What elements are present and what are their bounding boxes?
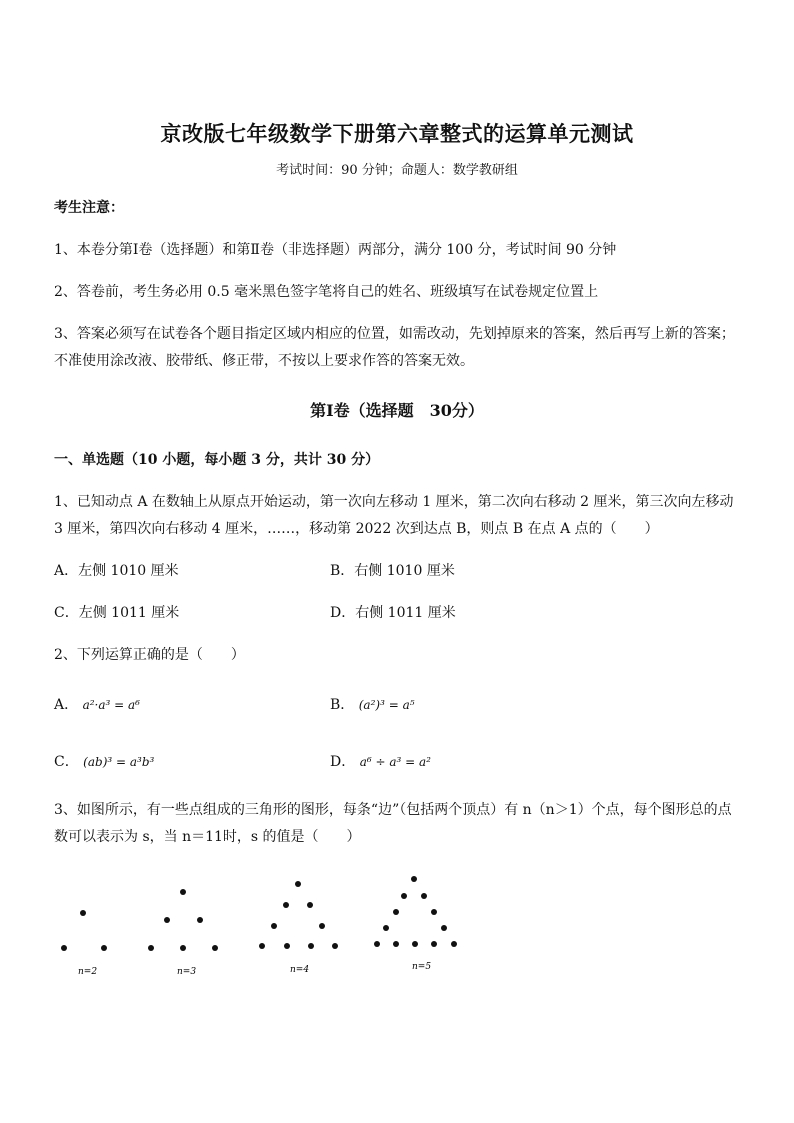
- option-letter: B．: [330, 697, 355, 713]
- dot: [451, 941, 457, 947]
- question-1-option-c[interactable]: C．左侧 1011 厘米: [54, 605, 180, 621]
- formula-a: a²·a³ = a⁶: [82, 698, 140, 712]
- question-2-stem: 2、下列运算正确的是（ ）: [54, 647, 245, 663]
- triangle-n3: [148, 889, 218, 977]
- dot: [259, 943, 265, 949]
- option-letter: C．: [54, 754, 79, 770]
- option-letter: D．: [330, 754, 356, 770]
- formula-c: (ab)³ = a³b³: [83, 755, 155, 769]
- dot: [431, 909, 437, 915]
- dot: [383, 925, 389, 931]
- dot: [283, 902, 289, 908]
- notice-item-3: 3、答案必须写在试卷各个题目指定区域内相应的位置，如需改动，先划掉原来的答案，然后再写上新的答案；不准使用涂改液、胶带纸、修正带，不按以上要求作答的答案无效。: [54, 326, 735, 369]
- triangle-dots-figure: [50, 866, 470, 986]
- dot: [319, 923, 325, 929]
- option-letter: A．: [54, 697, 79, 713]
- question-3-stem: 3、如图所示，有一些点组成的三角形的图形，每条“边”（包括两个顶点）有 n（n＞1）个点，每个图形总的点数可以表示为 s，当 n＝11时，s 的值是（ ）: [54, 802, 732, 845]
- part-heading: 一、单选题（10 小题，每小题 3 分，共计 30 分）: [54, 452, 380, 468]
- notice-item-1: 1、本卷分第Ⅰ卷（选择题）和第Ⅱ卷（非选择题）两部分，满分 100 分，考试时间 90 分钟: [54, 242, 617, 258]
- dot: [271, 923, 277, 929]
- dot: [212, 945, 218, 951]
- question-2-option-b[interactable]: [330, 695, 415, 715]
- question-2-option-d[interactable]: [330, 752, 431, 772]
- dot: [180, 945, 186, 951]
- question-2-option-c[interactable]: [54, 752, 154, 772]
- figure-label-n4: n=4: [290, 965, 310, 975]
- triangle-n2: [61, 910, 107, 977]
- formula-b: (a²)³ = a⁵: [358, 698, 415, 712]
- dot: [197, 917, 203, 923]
- dot: [101, 945, 107, 951]
- dot: [411, 876, 417, 882]
- figure-label-n3: n=3: [177, 967, 197, 977]
- notice-heading: 考生注意：: [54, 200, 124, 216]
- dot: [80, 910, 86, 916]
- page-subtitle: 考试时间：90 分钟；命题人：数学教研组: [276, 163, 518, 178]
- dot: [148, 945, 154, 951]
- figure-label-n2: n=2: [78, 967, 98, 977]
- dot: [393, 909, 399, 915]
- dot: [374, 941, 380, 947]
- dot: [61, 945, 67, 951]
- notice-item-2: 2、答卷前，考生务必用 0.5 毫米黑色签字笔将自己的姓名、班级填写在试卷规定位置上: [54, 284, 599, 300]
- dot: [295, 881, 301, 887]
- dot: [284, 943, 290, 949]
- dot: [164, 917, 170, 923]
- dot: [401, 893, 407, 899]
- question-2-option-a[interactable]: [54, 695, 140, 715]
- question-1-stem: 1、已知动点 A 在数轴上从原点开始运动，第一次向左移动 1 厘米，第二次向右移动 2 厘米，第三次向左移动 3 厘米，第四次向右移动 4 厘米，……，移动第 2022 次到达点 B，则点 B 在点 A 点的（ ）: [54, 494, 734, 537]
- question-1-option-b[interactable]: B．右侧 1010 厘米: [330, 563, 455, 579]
- triangle-n4: [259, 881, 338, 975]
- dot: [431, 941, 437, 947]
- page-title: 京改版七年级数学下册第六章整式的运算单元测试: [160, 121, 634, 146]
- formula-d: a⁶ ÷ a³ = a²: [359, 755, 431, 769]
- question-1-option-a[interactable]: A．左侧 1010 厘米: [54, 563, 179, 579]
- question-1-option-d[interactable]: D．右侧 1011 厘米: [330, 605, 456, 621]
- dot: [307, 902, 313, 908]
- dot: [332, 943, 338, 949]
- dot: [441, 925, 447, 931]
- figure-label-n5: n=5: [412, 962, 432, 972]
- dot: [412, 941, 418, 947]
- dot: [308, 943, 314, 949]
- dot: [393, 941, 399, 947]
- section-title: 第Ⅰ卷（选择题 30分）: [310, 401, 484, 420]
- dot: [421, 893, 427, 899]
- triangle-n5: [374, 876, 457, 972]
- dot: [180, 889, 186, 895]
